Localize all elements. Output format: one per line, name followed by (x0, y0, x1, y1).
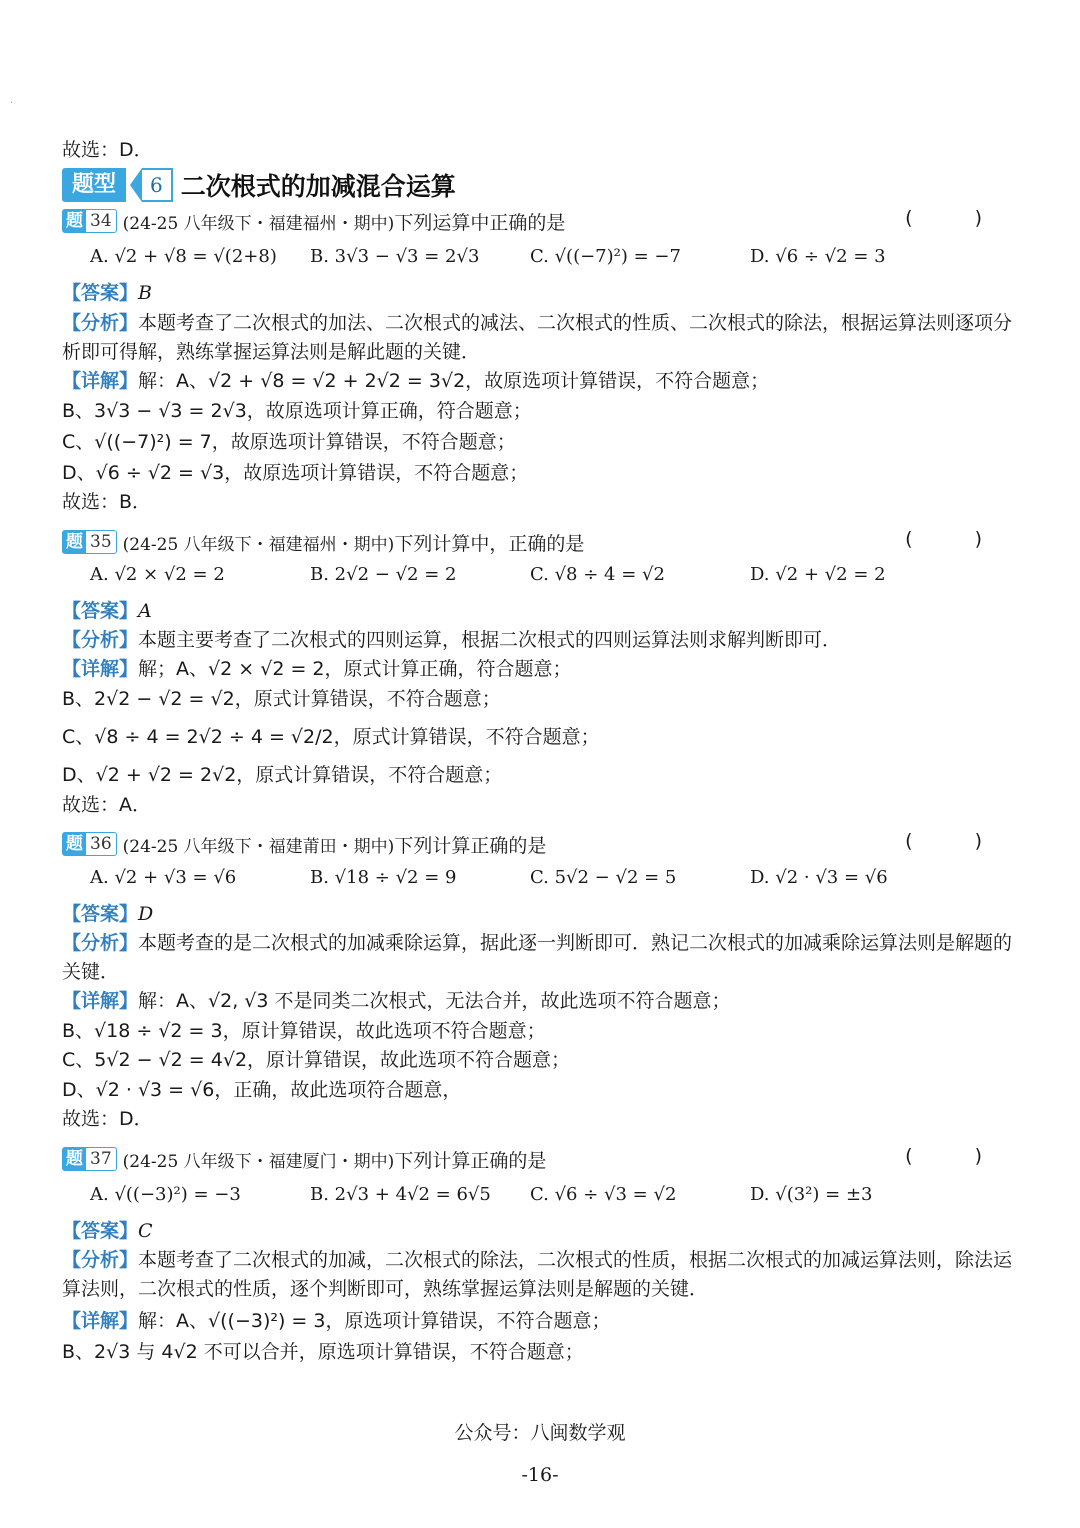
detail-line: B、√18 ÷ √2 = 3，原计算错误，故此选项不符合题意； (62, 1020, 546, 1042)
question-number: 37 (90, 1149, 112, 1169)
answer-line (62, 1217, 153, 1245)
option-d: D. √6 ÷ √2 = 3 (750, 246, 886, 267)
question-header (62, 207, 565, 235)
analysis-tag: 【分析】 (62, 312, 139, 334)
detail-text: 解：A、√2, √3 不是同类二次根式，无法合并，故此选项不符合题意； (138, 990, 731, 1012)
question-label: 题 (63, 833, 86, 855)
option-c: C. √((−7)²) = −7 (530, 246, 681, 267)
question-source: (24-25 八年级下・福建莆田・期中) (122, 836, 395, 857)
analysis-text: 本题考查的是二次根式的加减乘除运算，据此逐一判断即可．熟记二次根式的加减乘除运算法则是解题的 (138, 932, 1013, 954)
question-header (62, 830, 546, 858)
answer-value: A (138, 600, 152, 622)
answer-line (62, 900, 153, 928)
question-number: 34 (90, 211, 112, 231)
question-badge (62, 530, 117, 554)
analysis-tag: 【分析】 (62, 932, 139, 954)
question-source: (24-25 八年级下・福建福州・期中) (122, 213, 395, 234)
analysis-line: 算法则，二次根式的性质，逐个判断即可，熟练掌握运算法则是解题的关键． (62, 1278, 709, 1300)
analysis-text: 本题考查了二次根式的加法、二次根式的减法、二次根式的性质、二次根式的除法，根据运算法则逐项分 (138, 312, 1013, 334)
question-source: (24-25 八年级下・福建厦门・期中) (122, 1151, 395, 1172)
section-header (62, 166, 456, 204)
answer-bracket: ( ) (905, 1145, 1010, 1167)
question-stem: 下列计算正确的是 (394, 834, 547, 857)
detail-line: 故选：D． (62, 1108, 153, 1130)
analysis-text: 本题考查了二次根式的加减，二次根式的除法，二次根式的性质，根据二次根式的加减运算法则，除法运 (138, 1249, 1013, 1271)
detail-text: 解：A、√((−3)²) = 3，原选项计算错误，不符合题意； (138, 1310, 611, 1332)
document-page (62, 0, 1012, 1528)
analysis-line (62, 626, 841, 654)
detail-line: C、√8 ÷ 4 = 2√2 ÷ 4 = √2/2，原式计算错误，不符合题意； (62, 726, 600, 748)
detail-line (62, 1307, 610, 1335)
question-number: 35 (90, 532, 112, 552)
detail-line: C、5√2 − √2 = 4√2，原计算错误，故此选项不符合题意； (62, 1049, 571, 1071)
prev-conclusion: 故选：D． (62, 139, 153, 161)
answer-bracket: ( ) (905, 830, 1010, 852)
detail-line: 故选：A． (62, 794, 151, 816)
detail-tag: 【详解】 (62, 370, 139, 392)
option-b: B. 2√3 + 4√2 = 6√5 (310, 1184, 491, 1205)
option-c: C. √8 ÷ 4 = √2 (530, 564, 665, 585)
question-number: 36 (90, 834, 112, 854)
page-number: -16- (521, 1464, 559, 1486)
option-b: B. 2√2 − √2 = 2 (310, 564, 457, 585)
section-label: 题型 (62, 168, 126, 202)
detail-line (62, 655, 572, 683)
answer-bracket: ( ) (905, 207, 1010, 229)
detail-line: B、2√2 − √2 = √2，原式计算错误，不符合题意； (62, 688, 501, 710)
option-c: C. 5√2 − √2 = 5 (530, 867, 677, 888)
answer-line (62, 279, 152, 307)
analysis-tag: 【分析】 (62, 1249, 139, 1271)
analysis-line (62, 929, 1012, 957)
question-badge (62, 209, 117, 233)
option-d: D. √2 · √3 = √6 (750, 867, 888, 888)
answer-bracket: ( ) (905, 528, 1010, 550)
option-b: B. √18 ÷ √2 = 9 (310, 867, 457, 888)
detail-line: B、2√3 与 4√2 不可以合并，原选项计算错误，不符合题意； (62, 1341, 584, 1363)
detail-line: B、3√3 − √3 = 2√3，故原选项计算正确，符合题意； (62, 400, 532, 422)
answer-tag: 【答案】 (62, 600, 139, 622)
answer-line (62, 597, 152, 625)
detail-line: D、√6 ÷ √2 = √3，故原选项计算错误，不符合题意； (62, 462, 529, 484)
option-d: D. √(3²) = ±3 (750, 1184, 873, 1205)
detail-tag: 【详解】 (62, 990, 139, 1012)
option-a: A. √2 + √8 = √(2+8) (90, 246, 277, 267)
answer-tag: 【答案】 (62, 903, 139, 925)
question-stem: 下列计算正确的是 (394, 1149, 547, 1172)
option-b: B. 3√3 − √3 = 2√3 (310, 246, 480, 267)
detail-line: D、√2 + √2 = 2√2，原式计算错误，不符合题意； (62, 764, 503, 786)
detail-tag: 【详解】 (62, 1310, 139, 1332)
analysis-line (62, 1246, 1012, 1274)
analysis-line (62, 309, 1012, 337)
answer-value: B (138, 282, 152, 304)
question-source: (24-25 八年级下・福建福州・期中) (122, 534, 395, 555)
question-header (62, 1145, 546, 1173)
question-header (62, 528, 584, 556)
section-number: 6 (142, 168, 173, 202)
analysis-tag: 【分析】 (62, 629, 139, 651)
section-arrow-icon (130, 168, 142, 202)
detail-line: 故选：B． (62, 491, 152, 513)
question-label: 题 (63, 210, 86, 232)
answer-value: C (138, 1220, 153, 1242)
detail-line (62, 987, 731, 1015)
answer-tag: 【答案】 (62, 282, 139, 304)
detail-line (62, 367, 769, 395)
question-badge (62, 832, 117, 856)
analysis-line: 关键． (62, 961, 120, 983)
question-stem: 下列计算中，正确的是 (394, 532, 585, 555)
option-d: D. √2 + √2 = 2 (750, 564, 886, 585)
option-a: A. √2 + √3 = √6 (90, 867, 237, 888)
option-a: A. √2 × √2 = 2 (90, 564, 225, 585)
stray-mark: · (10, 98, 14, 109)
detail-line: D、√2 · √3 = √6，正确，故此选项符合题意， (62, 1079, 462, 1101)
answer-value: D (138, 903, 154, 925)
detail-text: 解：A、√2 + √8 = √2 + 2√2 = 3√2，故原选项计算错误，不符合题意； (138, 370, 770, 392)
question-badge (62, 1147, 117, 1171)
footer-account: 公众号：八闽数学观 (454, 1422, 626, 1444)
question-label: 题 (63, 531, 86, 553)
detail-line: C、√((−7)²) = 7，故原选项计算错误，不符合题意； (62, 431, 516, 453)
answer-tag: 【答案】 (62, 1220, 139, 1242)
question-stem: 下列运算中正确的是 (394, 211, 566, 234)
analysis-text: 本题主要考查了二次根式的四则运算，根据二次根式的四则运算法则求解判断即可． (138, 629, 842, 651)
question-label: 题 (63, 1148, 86, 1170)
section-title: 二次根式的加减混合运算 (180, 172, 456, 201)
detail-text: 解；A、√2 × √2 = 2，原式计算正确，符合题意； (138, 658, 572, 680)
option-c: C. √6 ÷ √3 = √2 (530, 1184, 677, 1205)
analysis-line: 析即可得解，熟练掌握运算法则是解此题的关键． (62, 341, 481, 363)
detail-tag: 【详解】 (62, 658, 139, 680)
option-a: A. √((−3)²) = −3 (90, 1184, 241, 1205)
